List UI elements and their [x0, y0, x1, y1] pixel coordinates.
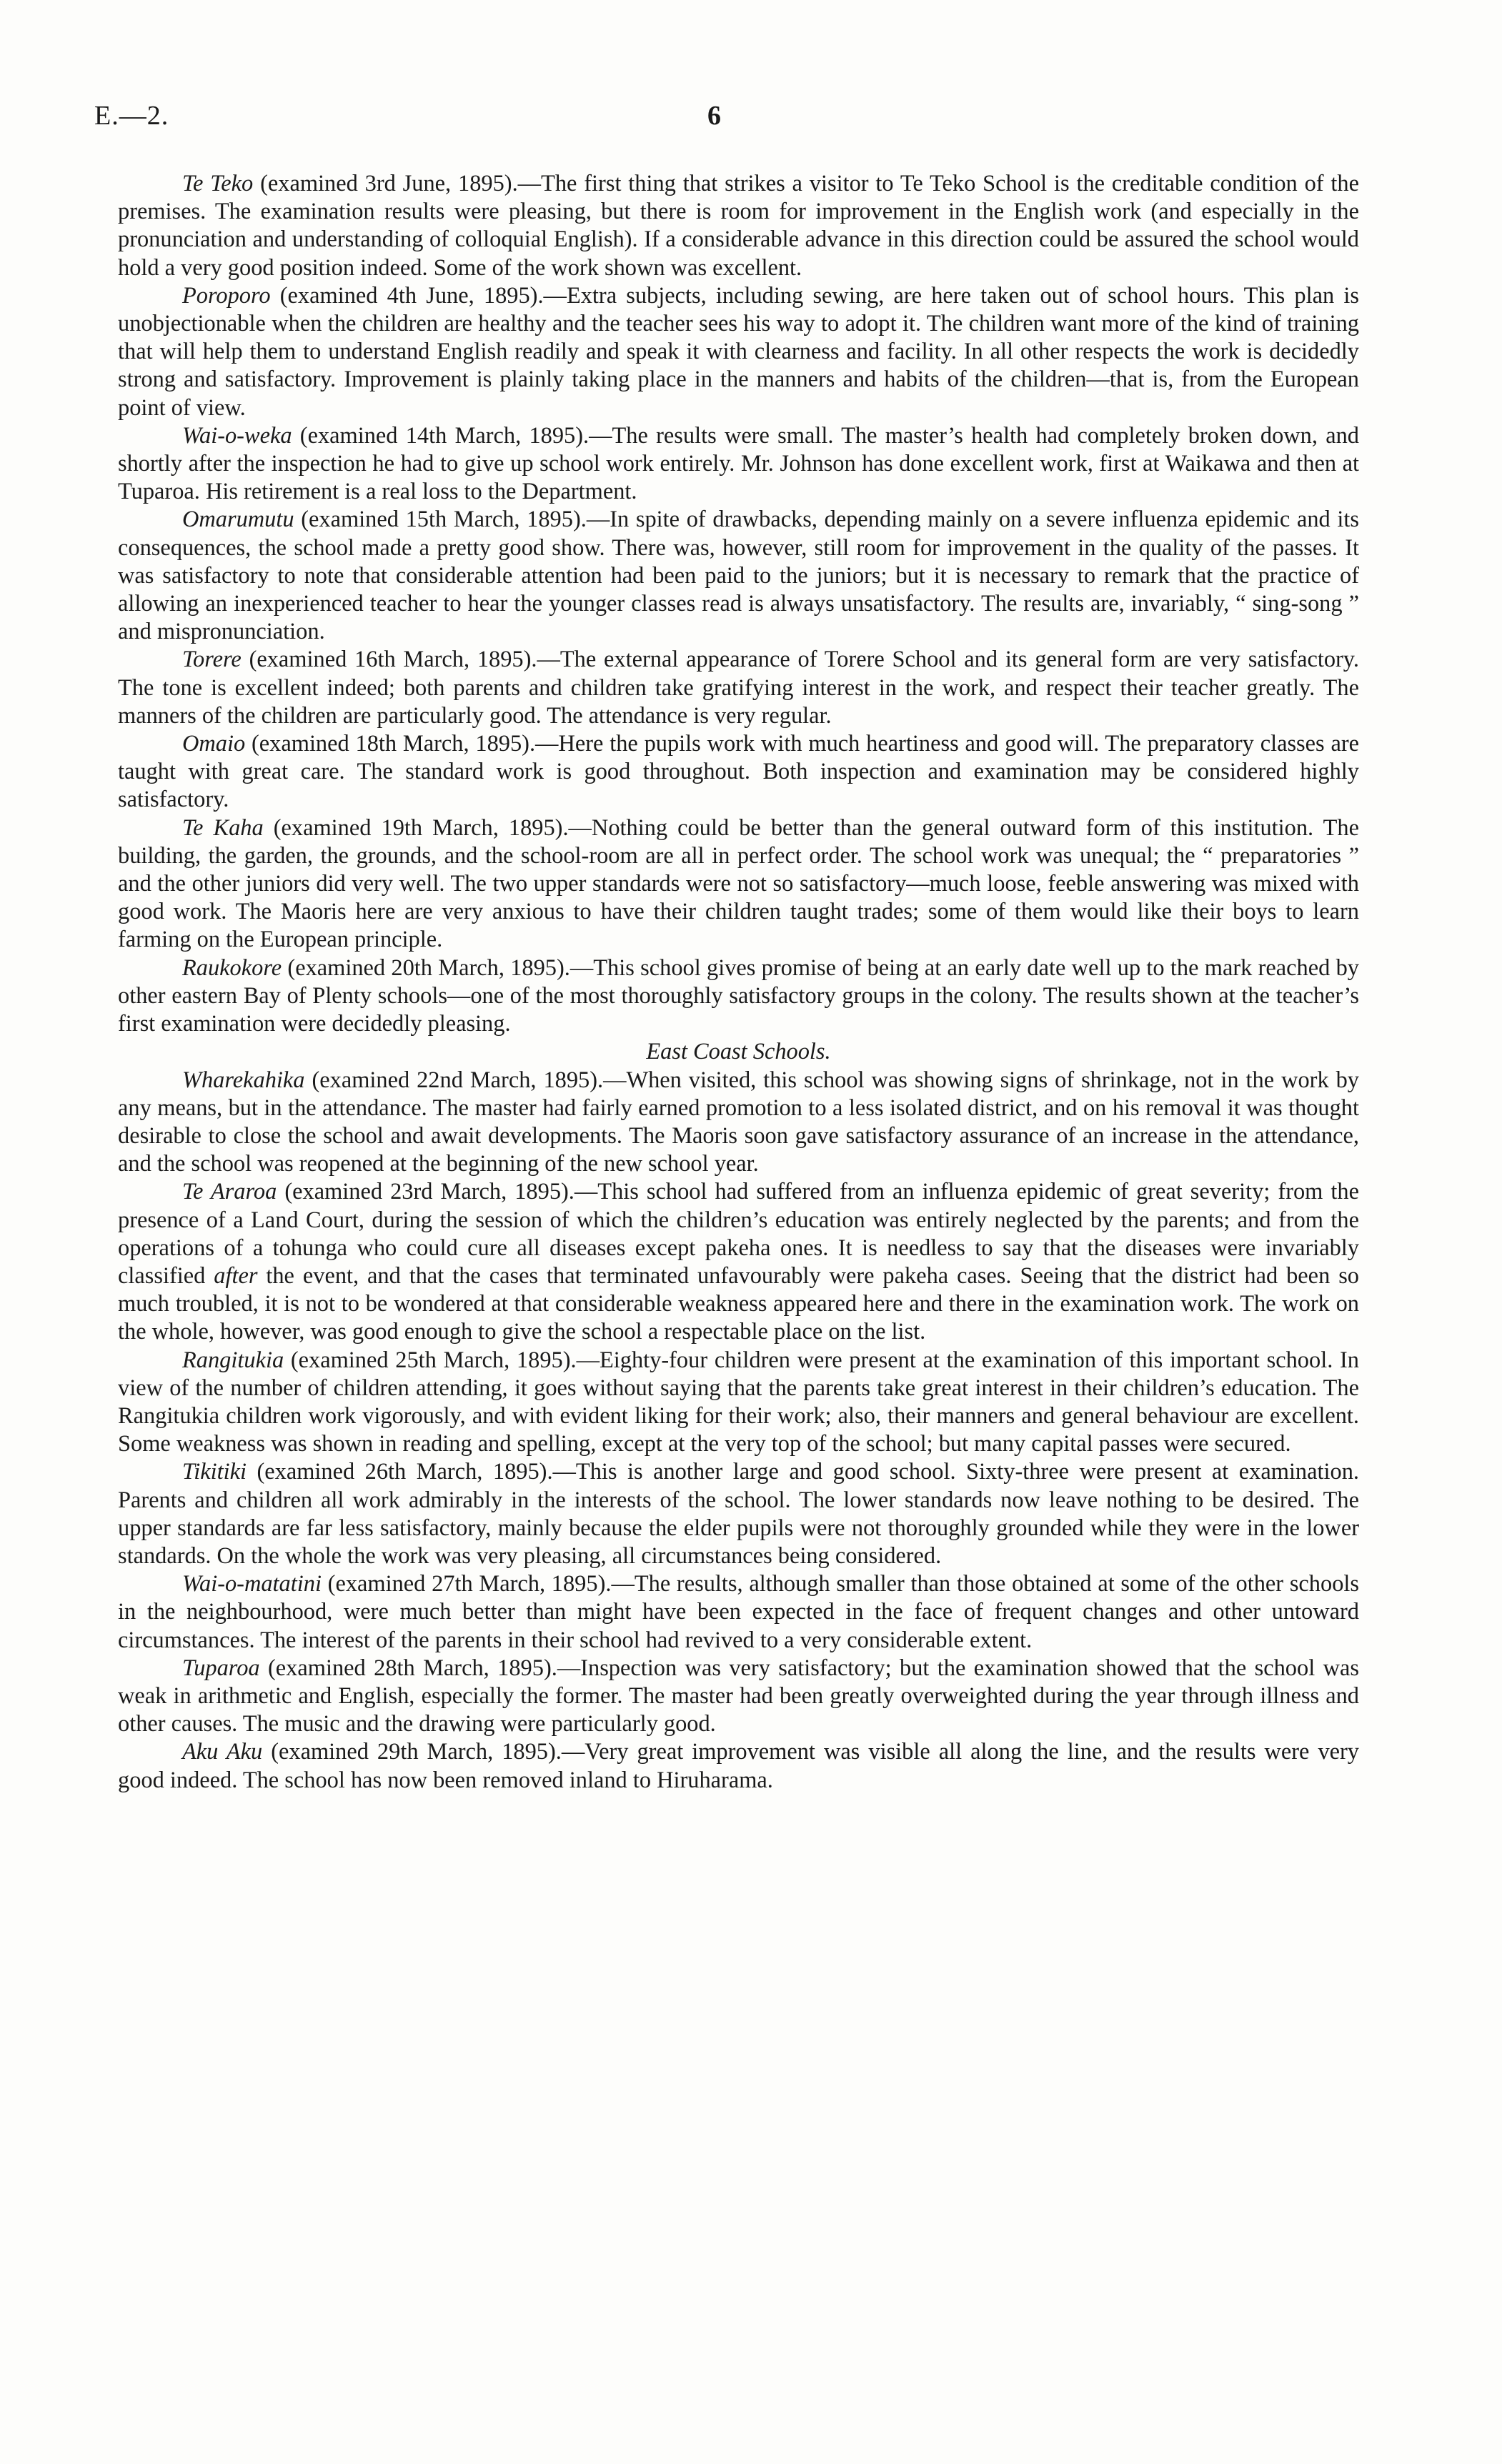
emphasis-text: after	[214, 1262, 258, 1289]
school-name: Torere	[182, 647, 242, 673]
report-paragraph	[118, 506, 1359, 646]
school-name: Omaio	[182, 731, 246, 757]
paragraph-text: (examined 29th March, 1895).—Very great improvement was visible all along the line, and the results were very good indeed. The school has now been removed inland to Hiruharama.	[118, 1739, 1360, 1793]
report-paragraph	[118, 422, 1359, 507]
paragraph-text: (examined 23rd March, 1895).—This school had suffered from an influenza epidemic of great severity; from the presence of a Land Court, during the session of which the children’s education was entirely neglected by the parents; and from the operations of a tohunga who could cure all diseases except pakeha ones. It is needless to say that the diseases were invariably classified	[118, 1179, 1359, 1289]
paragraph-text: (examined 28th March, 1895).—Inspection was very satisfactory; but the examination showed that the school was weak in arithmetic and English, especially the former. The master had been greatly overweighted during the year through illness and other causes. The music and the drawing were particularly good.	[118, 1655, 1359, 1737]
document-reference: E.—2.	[94, 101, 169, 131]
page-header	[0, 100, 1502, 143]
report-paragraph	[118, 1738, 1359, 1794]
paragraph-text: (examined 4th June, 1895).—Extra subjects, including sewing, are here taken out of school hours. This plan is unobjectionable when the children are healthy and the teacher sees his way to adopt it. The children want more of the kind of training that will help them to understand English readily and speak it with clearness and facility. In all other respects the work is decidedly strong and satisfactory. Improvement is plainly taking place in the manners and habits of the children—that is, from the European point of view.	[118, 282, 1359, 421]
paragraph-text: (examined 18th March, 1895).—Here the pupils work with much heartiness and good will. The preparatory classes are taught with great care. The standard work is good throughout. Both inspection and examination may be considered highly satisfactory.	[118, 731, 1359, 813]
school-name: Wai-o-weka	[182, 422, 292, 449]
section-heading: East Coast Schools.	[646, 1039, 831, 1065]
paragraph-text: the event, and that the cases that terminated unfavourably were pakeha cases. Seeing that the district had been so much troubled, it is not to be wondered at that considerable weakness appeared here and there in the examination work. The work on the whole, however, was good enough to give the school a respectable place on the list.	[118, 1262, 1359, 1345]
report-paragraph	[118, 954, 1359, 1039]
paragraph-text: (examined 22nd March, 1895).—When visited, this school was showing signs of shrinkage, not in the work by any means, but in the attendance. The master had fairly earned promotion to a less isolated district, and on his removal it was thought desirable to close the school and await developments. The Maoris soon gave satisfactory assurance of an increase in the attendance, and the school was reopened at the beginning of the new school year.	[118, 1067, 1359, 1177]
school-name: Wharekahika	[182, 1067, 305, 1093]
paragraph-text: (examined 3rd June, 1895).—The first thing that strikes a visitor to Te Teko School is the creditable condition of the premises. The examination results were pleasing, but there is room for improvement in the English work (and especially in the pronunciation and understanding of colloquial English). If a considerable advance in this direction could be assured the school would hold a very good position indeed. Some of the work shown was excellent.	[118, 171, 1359, 281]
report-paragraph	[118, 282, 1359, 422]
paragraph-text: (examined 16th March, 1895).—The external appearance of Torere School and its general form are very satisfactory. The tone is excellent indeed; both parents and children take gratifying interest in the work, and respect their teacher greatly. The manners of the children are particularly good. The attendance is very regular.	[118, 647, 1359, 729]
page-number: 6	[707, 101, 721, 131]
report-paragraph	[118, 646, 1359, 730]
school-name: Raukokore	[182, 954, 282, 981]
report-paragraph	[118, 1570, 1359, 1655]
school-name: Tuparoa	[182, 1655, 260, 1681]
report-paragraph	[118, 1655, 1359, 1739]
report-paragraph	[118, 1067, 1359, 1179]
paragraph-text: (examined 15th March, 1895).—In spite of drawbacks, depending mainly on a severe influenza epidemic and its consequences, the school made a pretty good show. There was, however, still room for improvement in the quality of the passes. It was satisfactory to note that considerable attention had been paid to the juniors; but it is necessary to remark that the practice of allowing an inexperienced teacher to hear the younger classes read is always unsatisfactory. The results are, invariably, “ sing-song ” and mispronunciation.	[118, 507, 1359, 645]
school-name: Te Kaha	[182, 814, 264, 841]
report-paragraph	[118, 1458, 1359, 1570]
school-name: Wai-o-matatini	[182, 1571, 322, 1597]
paragraph-text: (examined 14th March, 1895).—The results were small. The master’s health had completely broken down, and shortly after the inspection he had to give up school work entirely. Mr. Johnson has done excellent work, first at Waikawa and then at Tuparoa. His retirement is a real loss to the Department.	[118, 422, 1359, 505]
school-name: Tikitiki	[182, 1459, 247, 1485]
report-paragraph	[118, 1178, 1359, 1346]
school-name: Rangitukia	[182, 1347, 284, 1373]
report-paragraph	[118, 170, 1359, 282]
school-name: Omarumutu	[182, 507, 294, 533]
paragraph-text: (examined 26th March, 1895).—This is another large and good school. Sixty-three were present at examination. Parents and children all work admirably in the interests of the school. The lower standards now leave nothing to be desired. The upper standards are far less satisfactory, mainly because the elder pupils were not thoroughly grounded while they were in the lower standards. On the whole the work was very pleasing, all circumstances being considered.	[118, 1459, 1359, 1569]
report-paragraph	[118, 1347, 1359, 1459]
school-name: Poroporo	[182, 282, 271, 309]
paragraph-text: (examined 20th March, 1895).—This school gives promise of being at an early date well up to the mark reached by other eastern Bay of Plenty schools—one of the most thoroughly satisfactory groups in the colony. The results shown at the teacher’s first examination were decidedly pleasing.	[118, 954, 1359, 1037]
report-paragraph	[118, 730, 1359, 814]
report-paragraph	[118, 814, 1359, 954]
school-name: Aku Aku	[182, 1739, 263, 1765]
document-body	[118, 170, 1359, 1795]
paragraph-text: (examined 19th March, 1895).—Nothing could be better than the general outward form of this institution. The building, the garden, the grounds, and the school-room are all in perfect order. The school work was unequal; the “ preparatories ” and the other juniors did very well. The two upper standards were not so satisfactory—much loose, feeble answering was mixed with good work. The Maoris here are very anxious to have their children taught trades; some of them would like their boys to learn farming on the European principle.	[118, 814, 1359, 953]
paragraph-text: (examined 25th March, 1895).—Eighty-four children were present at the examination of this important school. In view of the number of children attending, it goes without saying that the parents take great interest in their children’s education. The Rangitukia children work vigorously, and with evident liking for their work; also, their manners and general behaviour are excellent. Some weakness was shown in reading and spelling, except at the very top of the school; but many capital passes were secured.	[118, 1347, 1359, 1457]
paragraph-text: (examined 27th March, 1895).—The results, although smaller than those obtained at some of the other schools in the neighbourhood, were much better than might have been expected in the face of frequent changes and other untoward circumstances. The interest of the parents in their school had revived to a very considerable extent.	[118, 1571, 1359, 1653]
school-name: Te Araroa	[182, 1179, 277, 1205]
school-name: Te Teko	[182, 171, 254, 196]
